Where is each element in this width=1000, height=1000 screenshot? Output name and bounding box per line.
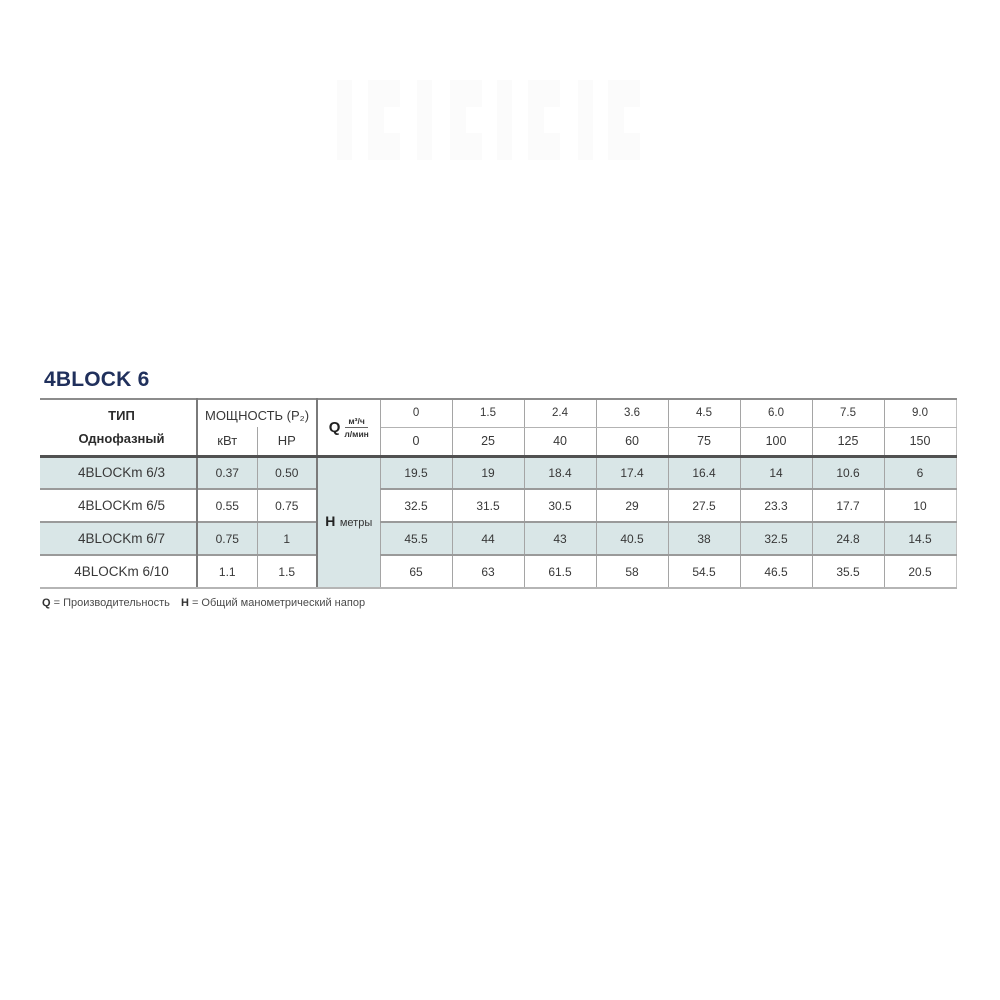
- watermark-glyph: [450, 80, 482, 160]
- hp-value: 1.5: [257, 555, 317, 588]
- flow-lmin-value: 125: [812, 427, 884, 456]
- head-value: 20.5: [884, 555, 956, 588]
- table-row: [40, 522, 956, 555]
- kw-value: 0.55: [197, 489, 257, 522]
- head-value: 38: [668, 522, 740, 555]
- table-row: [40, 489, 956, 522]
- model-name: 4BLOCKm 6/7: [40, 522, 197, 555]
- kw-value: 0.37: [197, 456, 257, 489]
- head-value: 40.5: [596, 522, 668, 555]
- flow-m3h-value: 3.6: [596, 399, 668, 427]
- head-value: 14: [740, 456, 812, 489]
- head-value: 31.5: [452, 489, 524, 522]
- head-value: 14.5: [884, 522, 956, 555]
- model-name: 4BLOCKm 6/5: [40, 489, 197, 522]
- phase-label: Однофазный: [78, 430, 165, 446]
- q-unit-m3h: м³/ч: [345, 416, 367, 428]
- kw-header: кВт: [197, 427, 257, 456]
- hp-value: 0.50: [257, 456, 317, 489]
- watermark-bar: [417, 80, 432, 160]
- head-value: 10.6: [812, 456, 884, 489]
- hp-value: 0.75: [257, 489, 317, 522]
- head-value: 10: [884, 489, 956, 522]
- head-value: 63: [452, 555, 524, 588]
- head-value: 18.4: [524, 456, 596, 489]
- flow-m3h-value: 0: [380, 399, 452, 427]
- head-value: 32.5: [740, 522, 812, 555]
- head-value: 44: [452, 522, 524, 555]
- hp-value: 1: [257, 522, 317, 555]
- legend-h-text: = Общий манометрический напор: [191, 597, 366, 609]
- flow-m3h-value: 2.4: [524, 399, 596, 427]
- head-value: 19: [452, 456, 524, 489]
- watermark-glyph: [608, 80, 640, 160]
- flow-lmin-value: 100: [740, 427, 812, 456]
- kw-value: 0.75: [197, 522, 257, 555]
- model-name: 4BLOCKm 6/10: [40, 555, 197, 588]
- flow-lmin-value: 60: [596, 427, 668, 456]
- table-row: [40, 456, 956, 489]
- head-value: 23.3: [740, 489, 812, 522]
- flow-lmin-value: 40: [524, 427, 596, 456]
- watermark-bar: [578, 80, 593, 160]
- h-unit: метры: [339, 517, 373, 530]
- watermark-bar: [497, 80, 512, 160]
- column-header-flow: [317, 399, 380, 456]
- head-value: 43: [524, 522, 596, 555]
- flow-lmin-value: 0: [380, 427, 452, 456]
- watermark-glyph: [368, 80, 400, 160]
- head-value: 24.8: [812, 522, 884, 555]
- flow-m3h-value: 7.5: [812, 399, 884, 427]
- legend-q-symbol: Q: [42, 597, 51, 609]
- kw-value: 1.1: [197, 555, 257, 588]
- column-header-power: МОЩНОСТЬ (P₂): [197, 399, 317, 427]
- flow-m3h-value: 1.5: [452, 399, 524, 427]
- legend-q-text: = Производительность: [53, 597, 170, 609]
- head-unit-cell: [317, 456, 380, 588]
- head-value: 65: [380, 555, 452, 588]
- q-unit-lmin: л/мин: [344, 428, 369, 439]
- head-value: 17.4: [596, 456, 668, 489]
- flow-m3h-value: 6.0: [740, 399, 812, 427]
- head-value: 45.5: [380, 522, 452, 555]
- head-value: 58: [596, 555, 668, 588]
- head-value: 19.5: [380, 456, 452, 489]
- spec-table: [40, 398, 957, 589]
- head-value: 6: [884, 456, 956, 489]
- head-value: 29: [596, 489, 668, 522]
- head-value: 61.5: [524, 555, 596, 588]
- table-row: [40, 555, 956, 588]
- head-value: 35.5: [812, 555, 884, 588]
- head-value: 17.7: [812, 489, 884, 522]
- head-value: 27.5: [668, 489, 740, 522]
- flow-lmin-value: 75: [668, 427, 740, 456]
- column-header-type: [40, 399, 197, 456]
- model-name: 4BLOCKm 6/3: [40, 456, 197, 489]
- q-symbol: Q: [328, 418, 341, 436]
- watermark-bar: [337, 80, 352, 160]
- legend-h-symbol: H: [180, 597, 189, 609]
- page-title: 4BLOCK 6: [44, 368, 150, 391]
- head-value: 54.5: [668, 555, 740, 588]
- head-value: 32.5: [380, 489, 452, 522]
- flow-lmin-value: 150: [884, 427, 956, 456]
- type-label: ТИП: [108, 408, 135, 424]
- head-value: 16.4: [668, 456, 740, 489]
- flow-m3h-value: 4.5: [668, 399, 740, 427]
- watermark: [337, 80, 647, 160]
- flow-lmin-value: 25: [452, 427, 524, 456]
- watermark-glyph: [528, 80, 560, 160]
- head-value: 46.5: [740, 555, 812, 588]
- flow-m3h-value: 9.0: [884, 399, 956, 427]
- legend-footnote: [42, 597, 365, 609]
- hp-header: HP: [257, 427, 317, 456]
- h-symbol: H: [325, 513, 336, 530]
- head-value: 30.5: [524, 489, 596, 522]
